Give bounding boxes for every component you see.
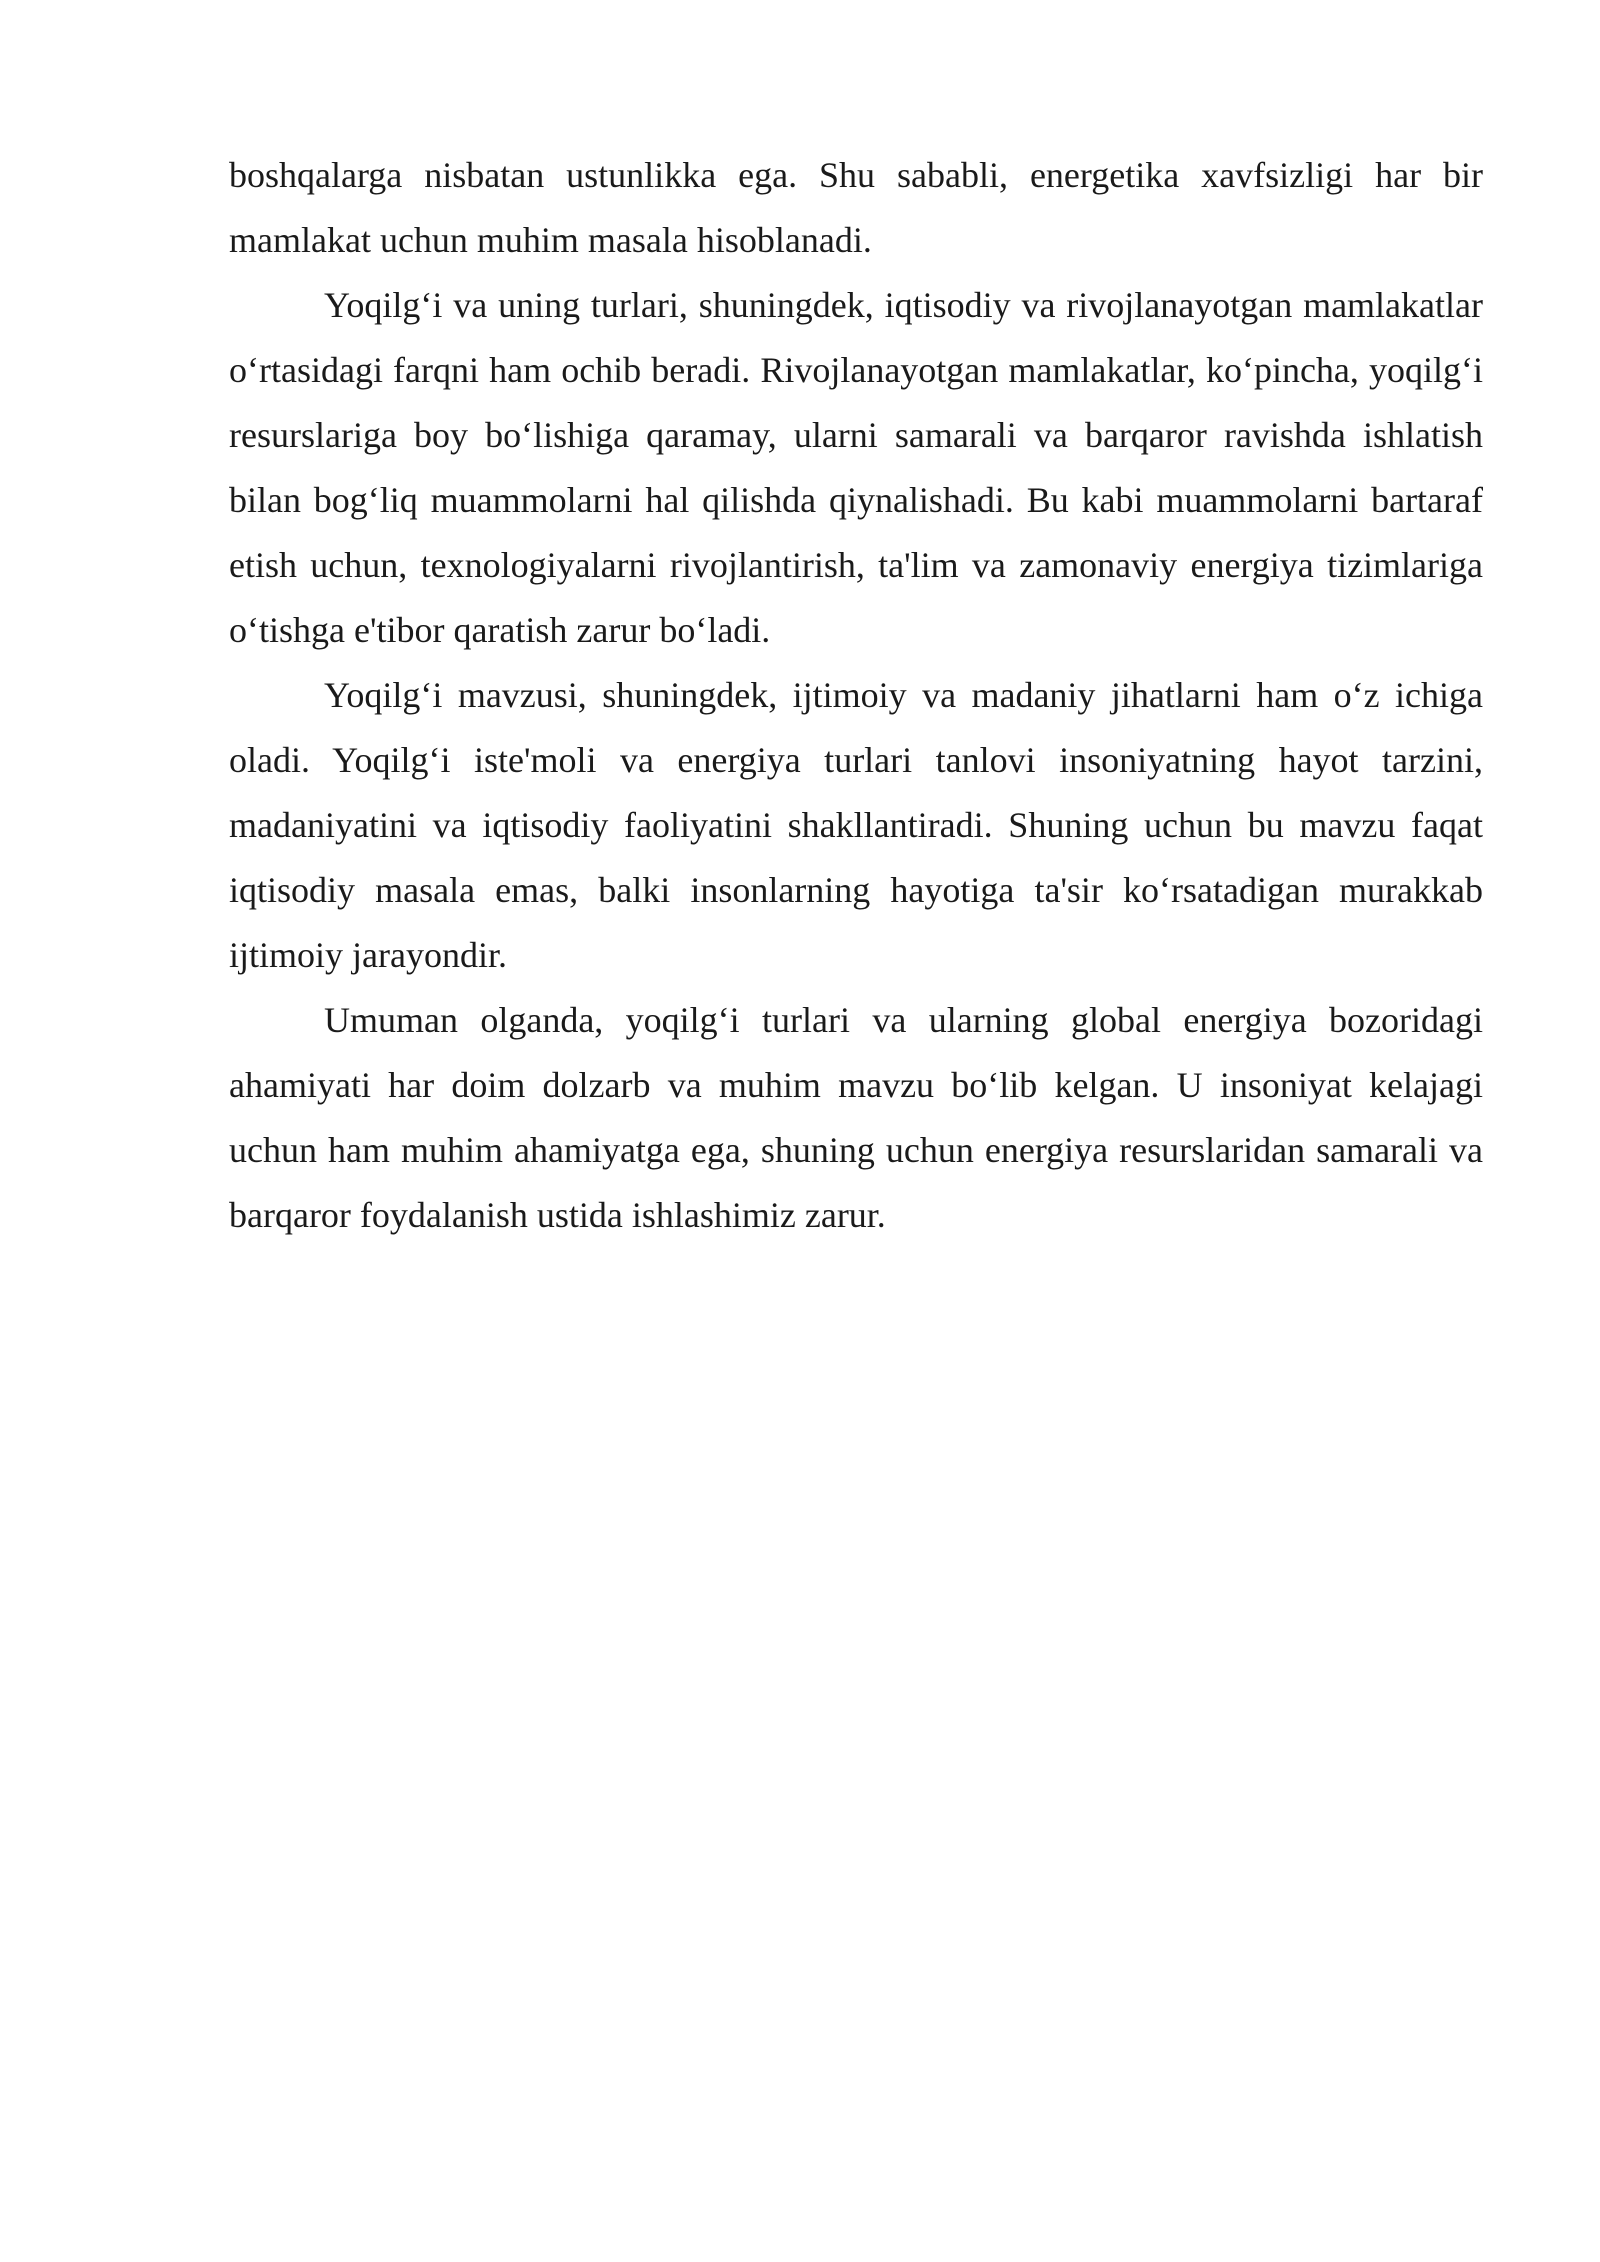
- paragraph: Yoqilg‘i va uning turlari, shuningdek, iqtisodiy va rivojlanayotgan mamlakatlar o‘rtasidagi farqni ham ochib beradi. Rivojlanayotgan mamlakatlar, ko‘pincha, yoqilg‘i resurslariga boy bo‘lishiga qaramay, ularni samarali va barqaror ravishda ishlatish bilan bog‘liq muammolarni hal qilishda qiynalishadi. Bu kabi muammolarni bartaraf etish uchun, texnologiyalarni rivojlantirish, ta'lim va zamonaviy energiya tizimlariga o‘tishga e'tibor qaratish zarur bo‘ladi.: [229, 285, 1483, 650]
- paragraph: Yoqilg‘i mavzusi, shuningdek, ijtimoiy va madaniy jihatlarni ham o‘z ichiga oladi. Yoqilg‘i iste'moli va energiya turlari tanlovi insoniyatning hayot tarzini, madaniyatini va iqtisodiy faoliyatini shakllantiradi. Shuning uchun bu mavzu faqat iqtisodiy masala emas, balki insonlarning hayotiga ta'sir ko‘rsatadigan murakkab ijtimoiy jarayondir.: [229, 675, 1483, 975]
- paragraph: Umuman olganda, yoqilg‘i turlari va ularning global energiya bozoridagi ahamiyati har doim dolzarb va muhim mavzu bo‘lib kelgan. U insoniyat kelajagi uchun ham muhim ahamiyatga ega, shuning uchun energiya resurslaridan samarali va barqaror foydalanish ustida ishlashimiz zarur.: [229, 1000, 1483, 1235]
- document-body: [229, 143, 1483, 1248]
- paragraph-continuation: boshqalarga nisbatan ustunlikka ega. Shu sababli, energetika xavfsizligi har bir mamlakat uchun muhim masala hisoblanadi.: [229, 155, 1483, 260]
